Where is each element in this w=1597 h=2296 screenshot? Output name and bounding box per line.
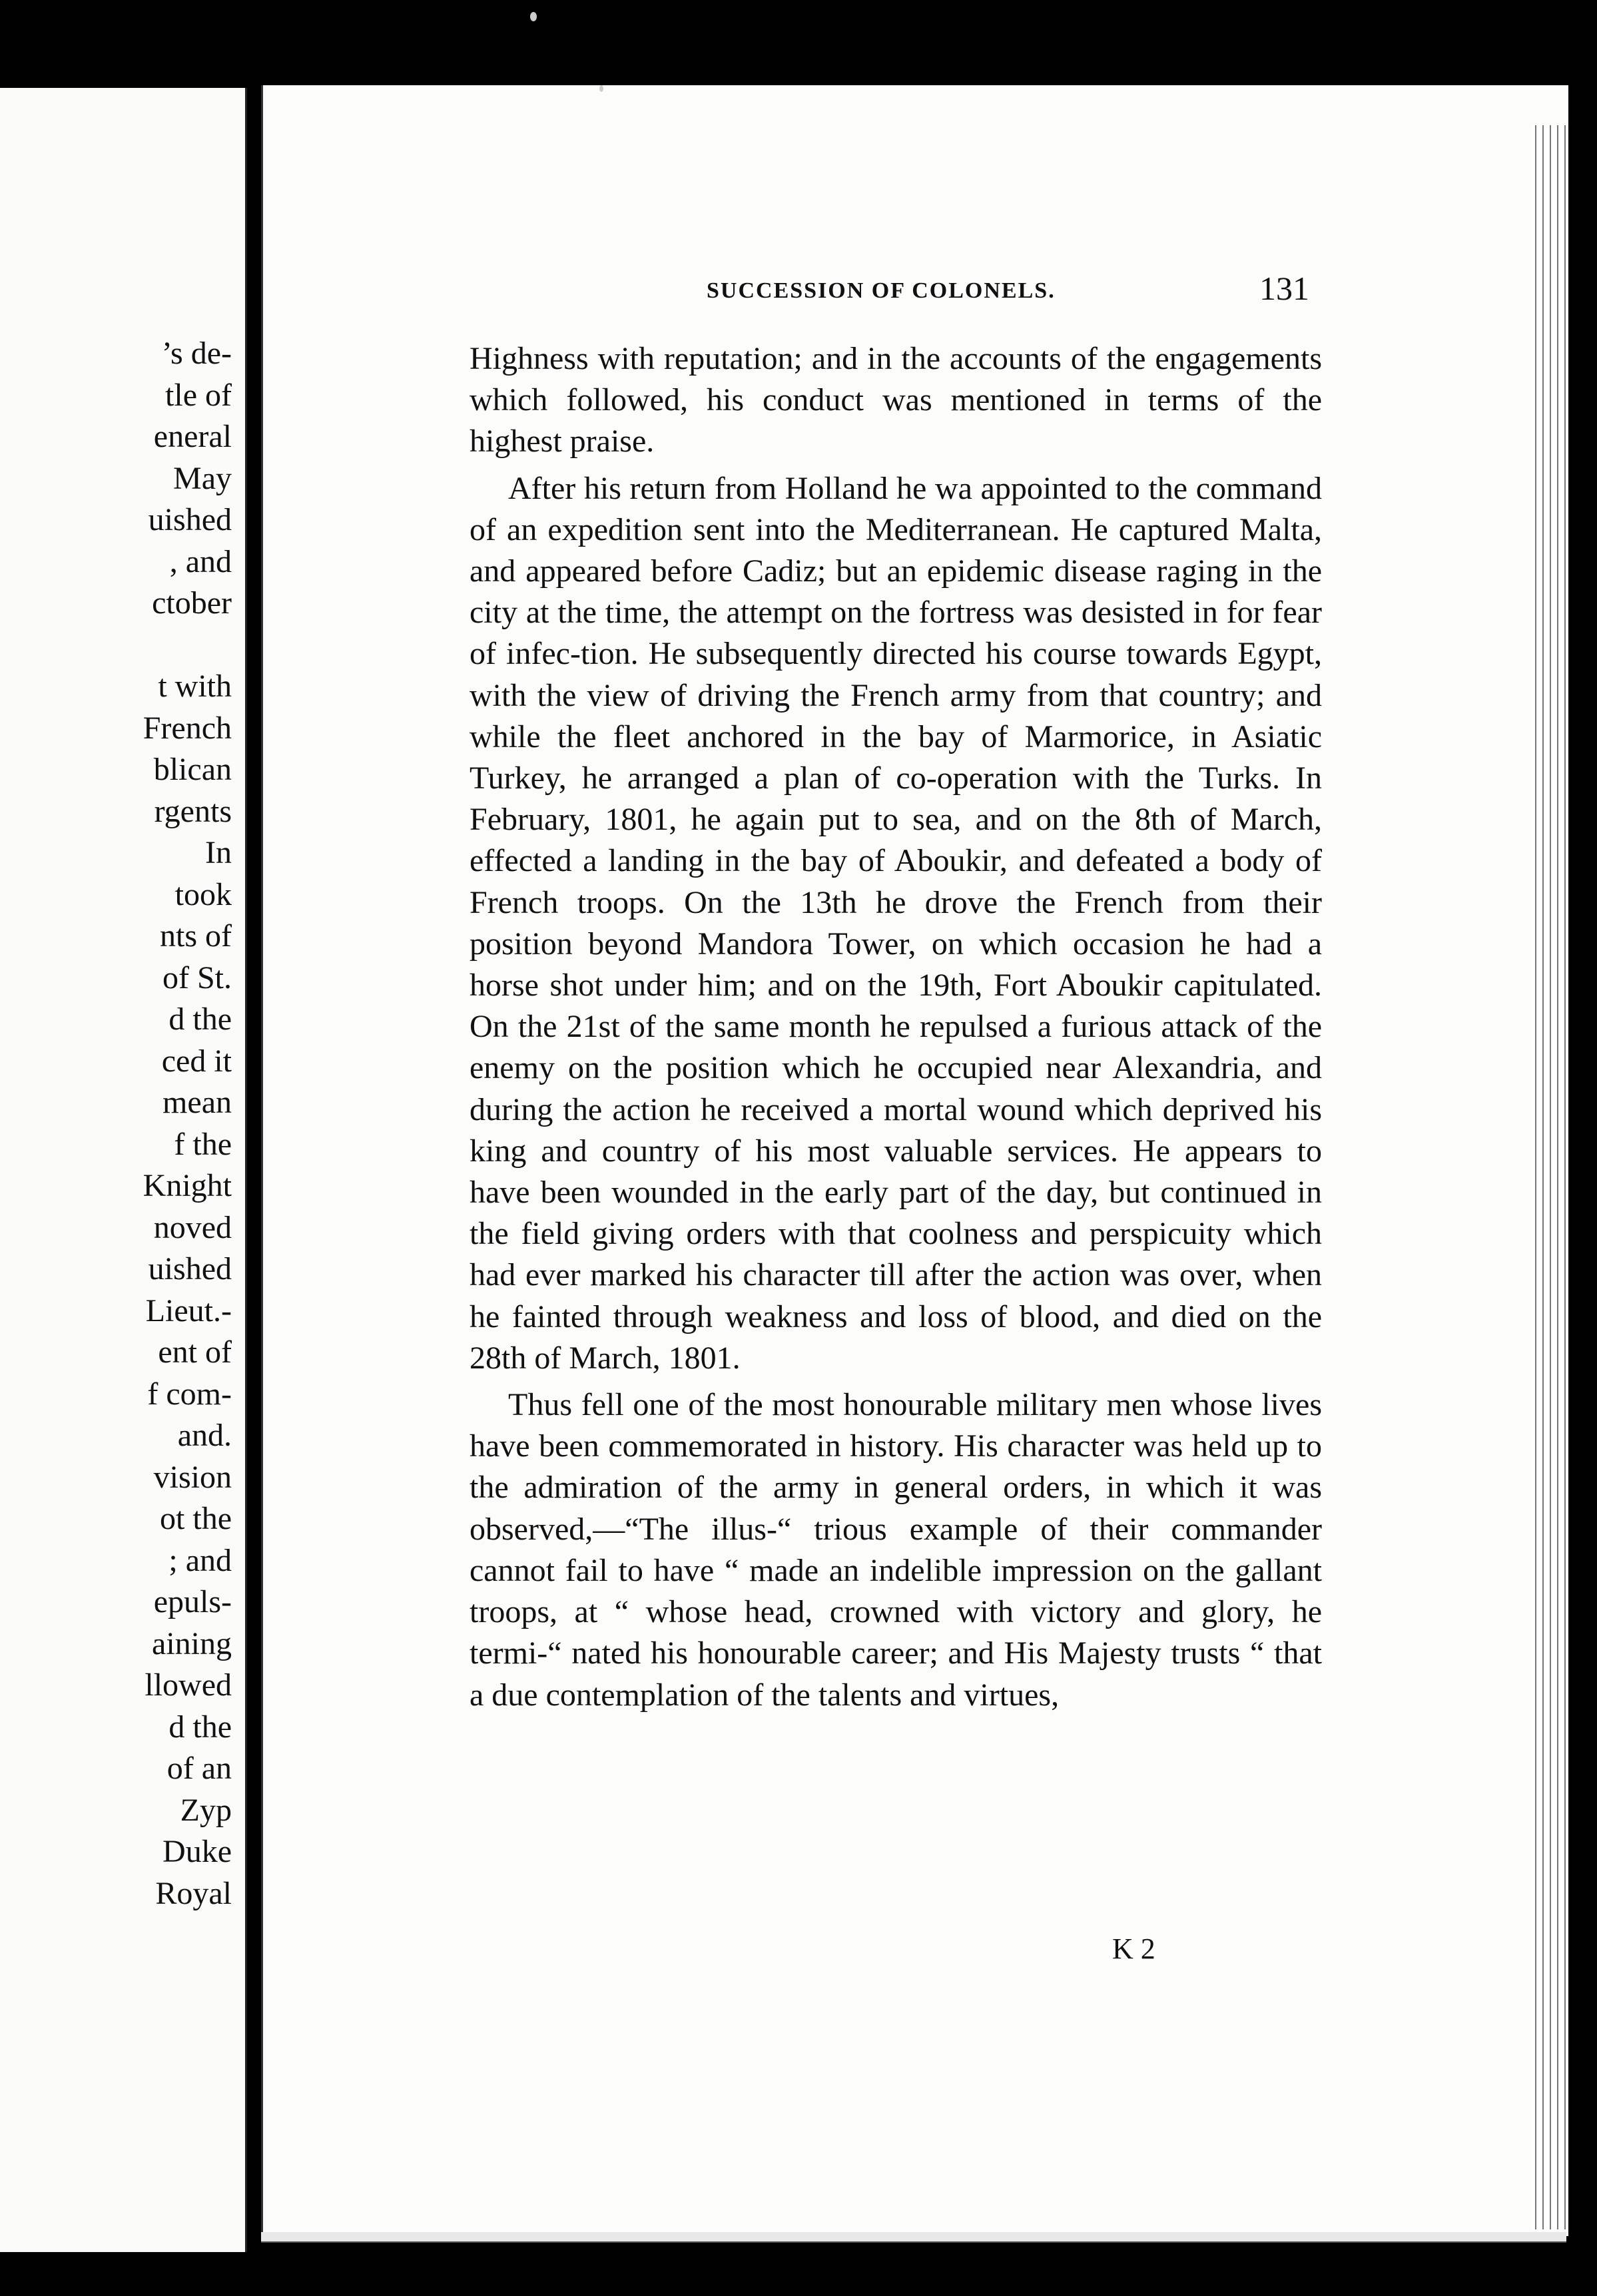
left-page-line: d the	[168, 1002, 232, 1037]
page-edges	[1532, 125, 1568, 2229]
left-page-line: ent of	[158, 1334, 232, 1370]
left-page-line: aining	[152, 1625, 232, 1661]
left-page-line: eneral	[153, 419, 232, 454]
left-page-line: llowed	[145, 1667, 232, 1703]
dust-speck	[530, 12, 537, 21]
left-page-line: of St.	[162, 960, 232, 996]
left-page-line: ; and	[168, 1542, 232, 1578]
left-page-line: French	[143, 710, 232, 746]
left-page-line: noved	[153, 1209, 232, 1245]
left-page-line: rgents	[154, 793, 232, 829]
left-page-line: t with	[158, 669, 232, 704]
left-facing-page	[0, 88, 247, 2252]
left-page-line: ced it	[161, 1043, 232, 1079]
left-page-line: d the	[168, 1709, 232, 1745]
page-bottom-edge	[261, 2232, 1566, 2243]
left-page-line: ctober	[152, 585, 232, 621]
left-page-line: uished	[148, 1251, 232, 1287]
left-page-line: Knight	[143, 1168, 232, 1203]
left-page-line: uished	[148, 502, 232, 537]
dust-speck	[599, 85, 603, 92]
running-head: SUCCESSION OF COLONELS.	[707, 278, 1056, 303]
left-page-line: May	[173, 460, 232, 496]
left-page-line: mean	[162, 1085, 232, 1120]
left-page-line: Duke	[162, 1834, 232, 1869]
left-page-text-fragments	[143, 333, 232, 1914]
page-number: 131	[1259, 270, 1309, 307]
left-page-line: vision	[153, 1459, 232, 1495]
left-page-line: and.	[177, 1418, 232, 1453]
left-page-line: Lieut.-	[145, 1292, 232, 1328]
body-text	[470, 338, 1322, 1716]
left-page-line: , and	[169, 543, 232, 579]
left-page-line: epuls-	[153, 1584, 232, 1619]
left-page-line: f the	[174, 1126, 232, 1162]
left-page-line: ’s de-	[161, 336, 232, 371]
left-page-line	[143, 625, 232, 667]
signature-mark: K 2	[1112, 1932, 1155, 1965]
left-page-line: ot the	[160, 1501, 232, 1536]
left-page-line: nts of	[160, 918, 232, 954]
right-page	[261, 85, 1568, 2236]
paragraph-2: After his return from Holland he wa appointed to the command of an expedition sent into the Mediterranean. He captured Malta, and appeared before Cadiz; but an epidemic disease raging in the city at the time, the attempt on the fortress was desisted in for fear of infec-tion. He subsequently directed his course towards Egypt, with the view of driving the French army from that country; and while the fleet anchored in the bay of Marmorice, in Asiatic Turkey, he arranged a plan of co-operation with the Turks. In February, 1801, he again put to sea, and on the 8th of March, effected a landing in the bay of Aboukir, and defeated a body of French troops. On the 13th he drove the French from their position beyond Mandora Tower, on which occasion he had a horse shot under him; and on the 19th, Fort Aboukir capitulated. On the 21st of the same month he repulsed a furious attack of the enemy on the position which he occupied near Alexandria, and during the action he received a mortal wound which deprived his king and country of his most valuable services. He appears to have been wounded in the early part of the day, but continued in the field giving orders with that coolness and perspicuity which had ever marked his character till after the action was over, when he fainted through weakness and loss of blood, and died on the 28th of March, 1801.	[470, 470, 1322, 1376]
left-page-line: In	[205, 835, 232, 870]
paragraph-1: Highness with reputation; and in the accounts of the engagements which followed, his conduct was mentioned in terms of the highest praise.	[470, 341, 1322, 459]
left-page-line: took	[174, 876, 232, 912]
left-page-line: blican	[153, 752, 232, 787]
left-page-line: Zyp	[180, 1792, 232, 1828]
left-page-line: Royal	[155, 1875, 232, 1911]
paragraph-3: Thus fell one of the most honourable military men whose lives have been commemorated in history. His character was held up to the admiration of the army in general orders, in which it was observed,—“The illus-“ trious example of their commander cannot fail to have “ made an indelible impression on the gallant troops, at “ whose head, crowned with victory and glory, he termi-“ nated his honourable career; and His Majesty trusts “ that a due contemplation of the talents and virtues,	[470, 1387, 1322, 1713]
left-page-line: f com-	[147, 1376, 232, 1412]
left-page-line: tle of	[165, 377, 232, 413]
left-page-line: of an	[166, 1751, 232, 1786]
